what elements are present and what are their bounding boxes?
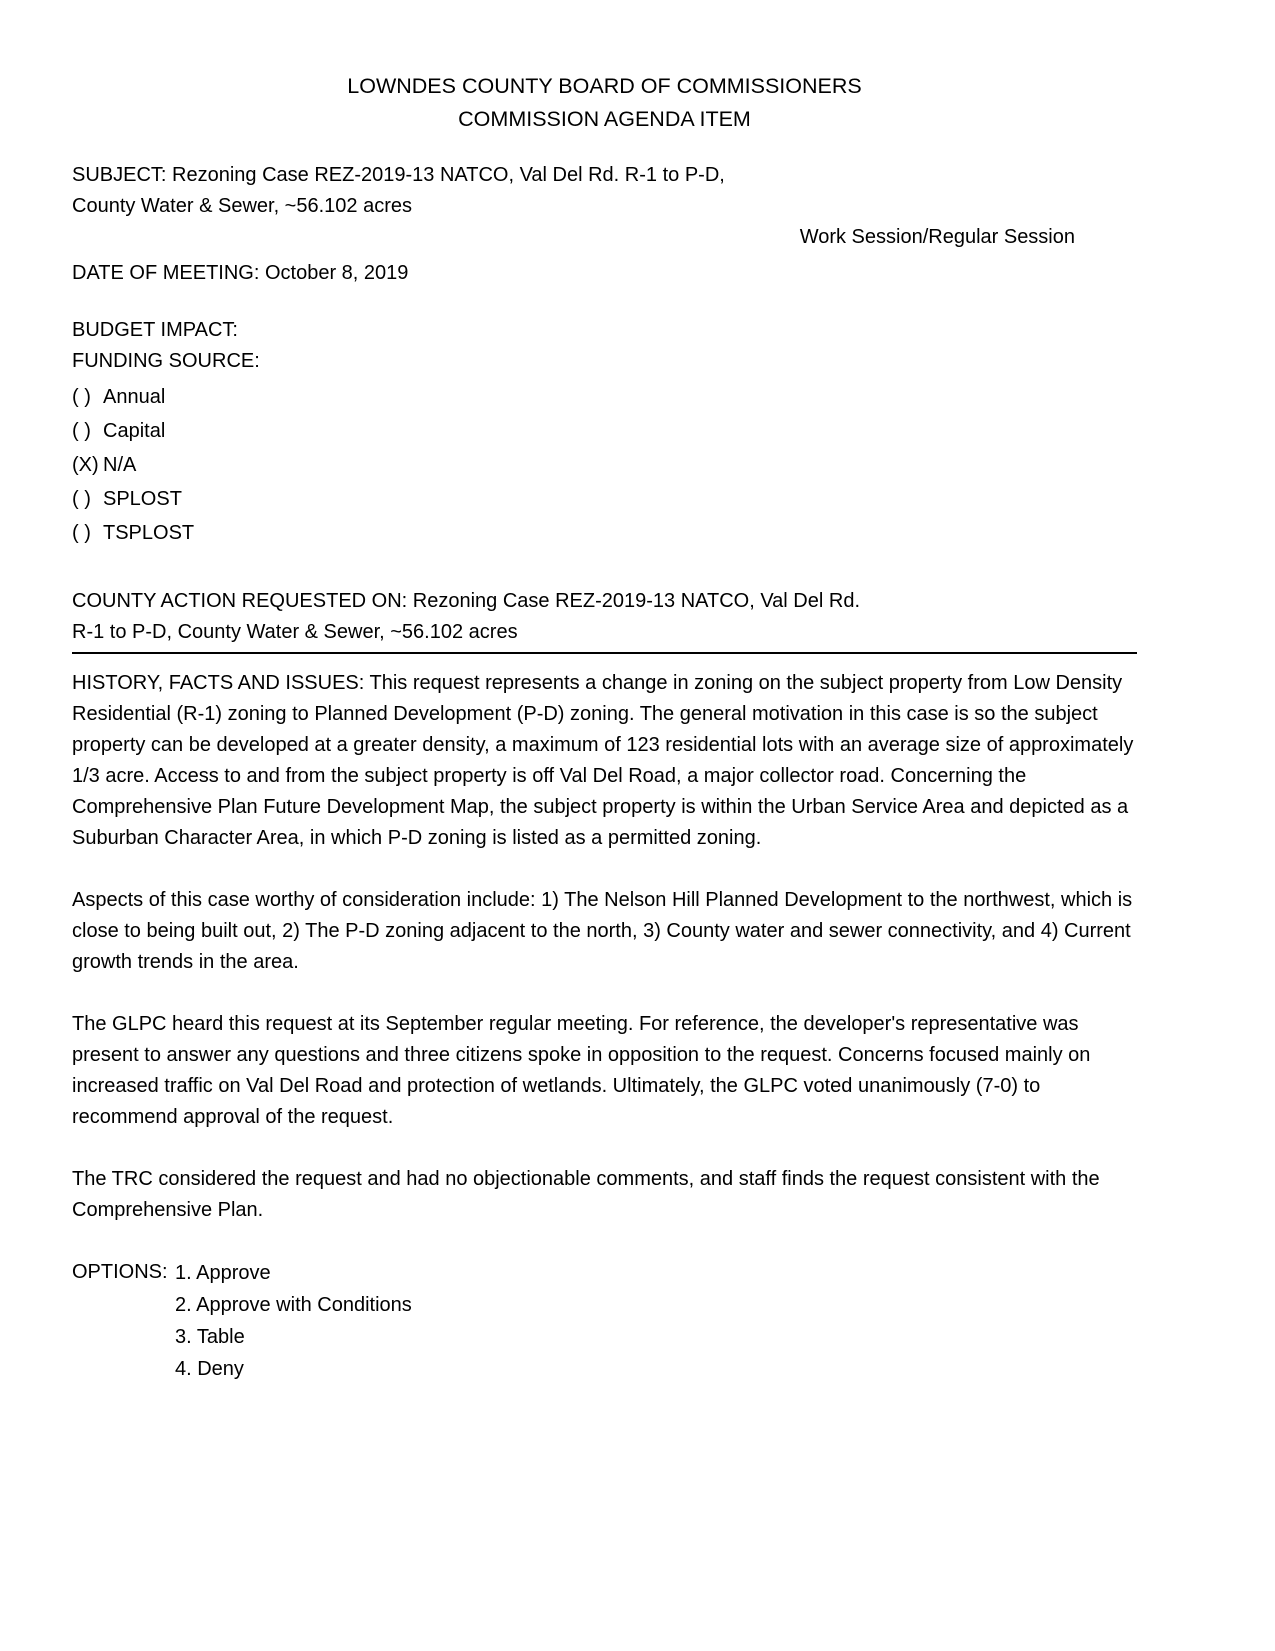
history-facts-issues-paragraph: HISTORY, FACTS AND ISSUES: This request represents a change in zoning on the subject property from Low Density Residential (R-1) zoning to Planned Development (P-D) zoning. The general motivation in this case is so the subject property can be developed at a greater density, a maximum of 123 residential lots with an average size of approximately 1/3 acre. Access to and from the subject property is off Val Del Road, a major collector road. Concerning the Comprehensive Plan Future Development Map, the subject property is within the Urban Service Area and depicted as a Suburban Character Area, in which P-D zoning is listed as a permitted zoning.	[72, 672, 1134, 849]
option-item-approve-with-conditions: 2. Approve with Conditions	[175, 1294, 412, 1316]
funding-option-label-tsplost: TSPLOST	[103, 522, 195, 544]
checkbox-mark-tsplost: ( )	[72, 522, 91, 544]
checkbox-mark-annual: ( )	[72, 386, 91, 408]
county-action-line-2: R-1 to P-D, County Water & Sewer, ~56.102 acres	[72, 621, 518, 643]
date-of-meeting-line: DATE OF MEETING: October 8, 2019	[72, 262, 409, 284]
county-action-block	[72, 586, 1137, 652]
title-line-1: LOWNDES COUNTY BOARD OF COMMISSIONERS	[347, 74, 862, 98]
checkbox-mark-splost: ( )	[72, 488, 91, 510]
funding-option-splost	[72, 482, 1137, 516]
budget-funding-block	[72, 315, 1137, 377]
funding-source-label: FUNDING SOURCE:	[72, 350, 260, 372]
budget-impact-label: BUDGET IMPACT:	[72, 319, 238, 341]
title-line-2: COMMISSION AGENDA ITEM	[458, 107, 751, 131]
funding-option-label-capital: Capital	[103, 420, 166, 442]
option-item-table: 3. Table	[175, 1326, 245, 1348]
funding-option-tsplost	[72, 516, 1137, 550]
funding-option-label-annual: Annual	[103, 386, 166, 408]
options-block	[72, 1257, 1137, 1385]
horizontal-divider	[72, 652, 1137, 654]
checkbox-mark-capital: ( )	[72, 420, 91, 442]
funding-option-label-splost: SPLOST	[103, 488, 182, 510]
funding-options-list	[72, 380, 1137, 550]
aspects-paragraph: Aspects of this case worthy of consideration include: 1) The Nelson Hill Planned Development to the northwest, which is close to being built out, 2) The P-D zoning adjacent to the north, 3) County water and sewer connectivity, and 4) Current growth trends in the area.	[72, 889, 1133, 973]
funding-option-capital	[72, 414, 1137, 448]
funding-option-annual	[72, 380, 1137, 414]
trc-paragraph: The TRC considered the request and had no objectionable comments, and staff finds the request consistent with the Comprehensive Plan.	[72, 1168, 1100, 1221]
options-list	[175, 1257, 412, 1385]
option-item-deny: 4. Deny	[175, 1358, 244, 1380]
option-item-approve: 1. Approve	[175, 1262, 271, 1284]
funding-option-label-na: N/A	[103, 454, 137, 476]
checkbox-mark-na: (X)	[72, 454, 99, 476]
document-title	[72, 70, 1137, 136]
options-label: OPTIONS:	[72, 1261, 168, 1283]
subject-line-1: SUBJECT: Rezoning Case REZ-2019-13 NATCO, Val Del Rd. R-1 to P-D,	[72, 164, 725, 186]
subject-line-2: County Water & Sewer, ~56.102 acres	[72, 195, 412, 217]
county-action-line-1: COUNTY ACTION REQUESTED ON: Rezoning Case REZ-2019-13 NATCO, Val Del Rd.	[72, 590, 860, 612]
glpc-paragraph: The GLPC heard this request at its September regular meeting. For reference, the developer's representative was present to answer any questions and three citizens spoke in opposition to the request. Concerns focused mainly on increased traffic on Val Del Road and protection of wetlands. Ultimately, the GLPC voted unanimously (7-0) to recommend approval of the request.	[72, 1013, 1091, 1128]
subject-block	[72, 160, 1137, 222]
funding-option-na	[72, 448, 1137, 482]
session-type-line: Work Session/Regular Session	[799, 226, 1075, 248]
